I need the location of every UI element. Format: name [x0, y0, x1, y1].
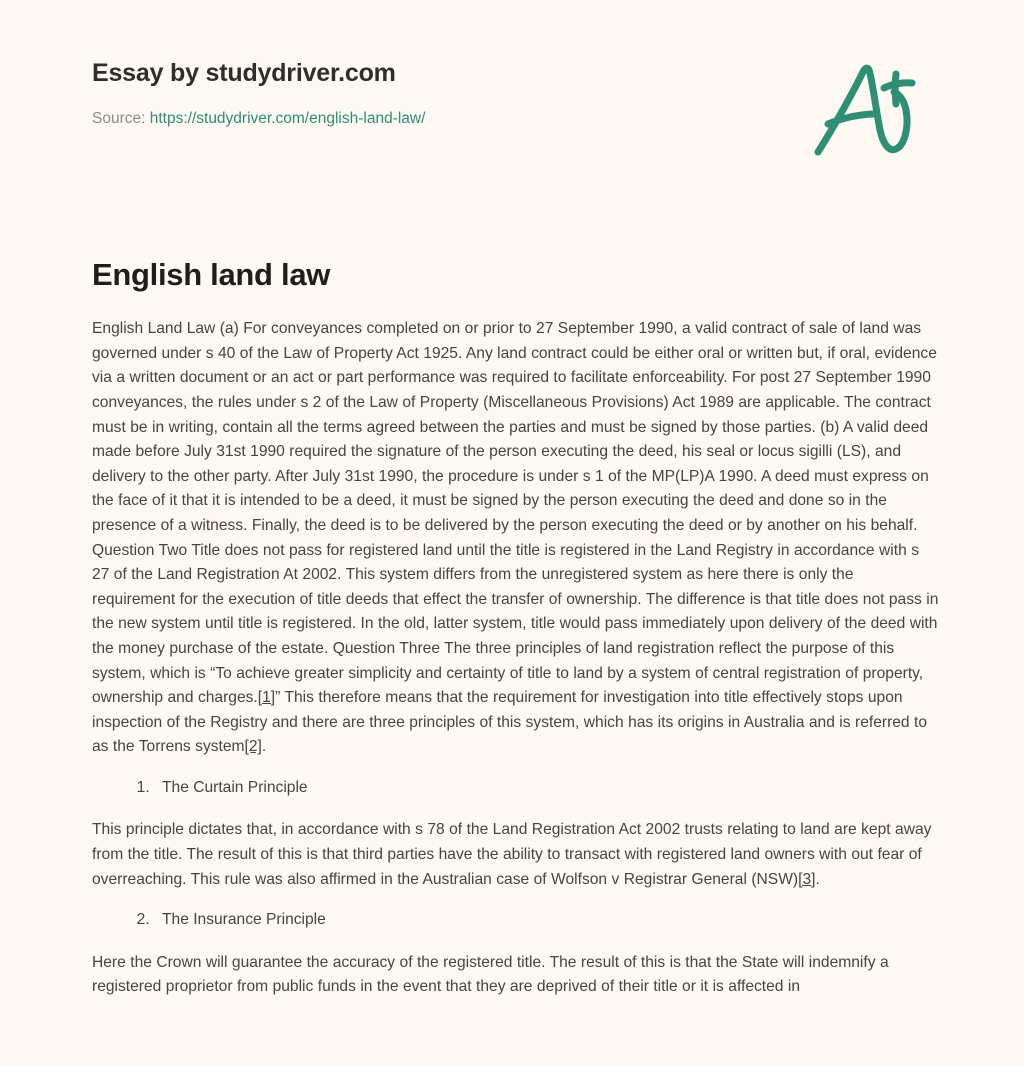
principles-list-2: [92, 908, 940, 933]
byline: Essay by studydriver.com: [92, 59, 396, 87]
footnote-ref-3[interactable]: [3]: [798, 870, 816, 888]
paragraph-curtain: [92, 818, 940, 892]
source-url-link[interactable]: https://studydriver.com/english-land-law/: [149, 109, 426, 127]
paragraph-curtain-text: This principle dictates that, in accordance with s 78 of the Land Registration Act 2002 trusts relating to land are kept away from the title. The result of this is that third parties have the ability to transact with registered land owners with out fear of overreaching. This rule was also affirmed in the Australian case of Wolfson v Registrar General (NSW): [92, 821, 932, 888]
footnote-ref-2[interactable]: [2]: [244, 738, 262, 756]
paragraph-intro-text: English Land Law (a) For conveyances completed on or prior to 27 September 1990, a valid contract of sale of land was governed under s 40 of the Law of Property Act 1925. Any land contract could be either oral or written but, if oral, evidence via a written document or an act or part performance was required to facilitate enforceability. For post 27 September 1990 conveyances, the rules under s 2 of the Law of Property (Miscellaneous Provisions) Act 1989 are applicable. The contract must be in writing, contain all the terms agreed between the parties and must be signed by those parties. (b) A valid deed made before July 31st 1990 required the signature of the person executing the deed, his seal or locus sigilli (LS), and delivery to the other party. After July 31st 1990, the procedure is under s 1 of the MP(LP)A 1990. A deed must express on the face of it that it is intended to be a deed, it must be signed by the person executing the deed and done so in the presence of a witness. Finally, the deed is to be delivered by the person executing the deed or by another on his behalf. Question Two Title does not pass for registered land until the title is registered in the Land Registry in accordance with s 27 of the Land Registration At 2002. This system differs from the unregistered system as here there is only the requirement for the execution of title deeds that effect the transfer of ownership. The difference is that title does not pass in the new system until title is registered. In the old, latter system, title would pass immediately upon delivery of the deed with the money purchase of the estate. Question Three The three principles of land registration reflect the purpose of this system, which is “To achieve greater simplicity and certainty of title to land by a system of central registration of property, ownership and charges.: [92, 320, 939, 707]
paragraph-intro: [92, 317, 940, 760]
principles-list-1: [92, 776, 940, 801]
list-item: 1. The Curtain Principle: [154, 776, 940, 801]
paragraph-intro-end: .: [261, 738, 267, 756]
footnote-ref-1[interactable]: [1]: [257, 689, 276, 707]
paragraph-curtain-end: .: [815, 870, 820, 888]
essay-body: [0, 293, 1024, 1000]
paragraph-intro-tail: ” This therefore means that the requirement for investigation into title effectively stops upon inspection of the Registry and there are three principles of this system, which has its origins in Australia and is referred to as the Torrens system: [92, 689, 928, 756]
studydriver-a-plus-logo-icon: [806, 54, 926, 164]
page-title: English land law: [92, 257, 331, 292]
page-header: [0, 0, 1024, 164]
list-item: 2. The Insurance Principle: [154, 908, 940, 933]
source-label: Source:: [92, 109, 146, 127]
header-left: [92, 58, 425, 128]
paragraph-insurance: Here the Crown will guarantee the accuracy of the registered title. The result of this is that the State will indemnify a registered proprietor from public funds in the event that they are deprived of their title or it is affected in: [92, 953, 889, 996]
source-line: [92, 110, 425, 129]
